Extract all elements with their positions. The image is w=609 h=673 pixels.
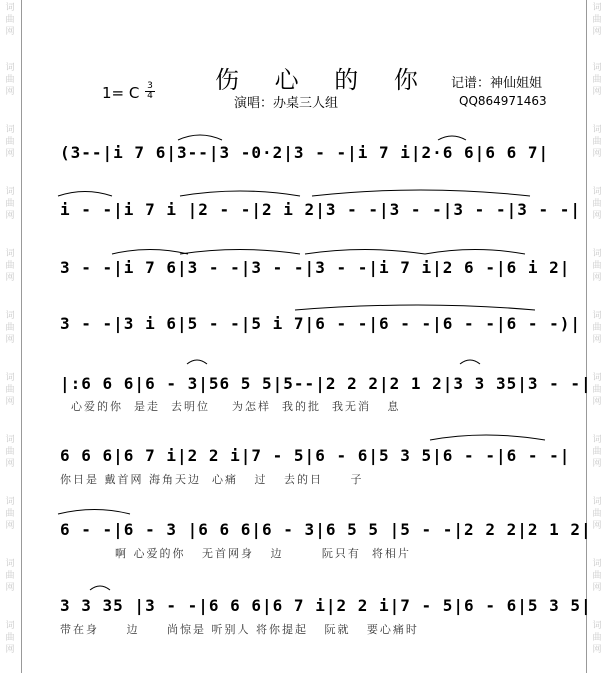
watermark-char: 曲 bbox=[5, 633, 15, 643]
watermark-char: 网 bbox=[592, 459, 602, 469]
watermark-char: 词 bbox=[592, 187, 602, 197]
watermark-char: 曲 bbox=[592, 385, 602, 395]
right-margin-line bbox=[586, 0, 587, 673]
watermark-char: 网 bbox=[592, 335, 602, 345]
watermark-char: 网 bbox=[592, 211, 602, 221]
watermark-block bbox=[3, 124, 17, 160]
watermark-block bbox=[590, 310, 604, 346]
watermark-char: 词 bbox=[592, 63, 602, 73]
contact-qq: QQ864971463 bbox=[459, 94, 547, 108]
watermark-block bbox=[590, 186, 604, 222]
watermark-char: 网 bbox=[5, 645, 15, 655]
time-signature-bottom: 4 bbox=[145, 91, 155, 101]
slur bbox=[438, 136, 466, 140]
watermark-char: 网 bbox=[5, 149, 15, 159]
watermark-char: 网 bbox=[5, 211, 15, 221]
key-signature: 1= C bbox=[102, 84, 140, 102]
watermark-block bbox=[590, 124, 604, 160]
lyrics-line-5: 心爱的你 是走 去明位 为怎样 我的批 我无消 息 bbox=[60, 400, 401, 413]
watermark-char: 曲 bbox=[5, 199, 15, 209]
slur bbox=[112, 250, 188, 255]
watermark-block bbox=[590, 620, 604, 656]
watermark-char: 网 bbox=[592, 583, 602, 593]
watermark-char: 词 bbox=[5, 125, 15, 135]
slur bbox=[187, 360, 207, 364]
watermark-char: 网 bbox=[592, 397, 602, 407]
watermark-block bbox=[590, 496, 604, 532]
watermark-char: 网 bbox=[5, 27, 15, 37]
slur bbox=[295, 305, 535, 310]
watermark-char: 网 bbox=[5, 521, 15, 531]
watermark-char: 词 bbox=[5, 187, 15, 197]
notation-line-4: 3 - -|3 i 6|5 - -|5 i 7|6 - -|6 - -|6 - -|6 - -)| bbox=[60, 314, 582, 333]
slur bbox=[460, 360, 480, 364]
watermark-char: 词 bbox=[5, 373, 15, 383]
watermark-block bbox=[3, 186, 17, 222]
watermark-char: 词 bbox=[5, 311, 15, 321]
watermark-char: 曲 bbox=[592, 447, 602, 457]
watermark-char: 曲 bbox=[592, 633, 602, 643]
watermark-char: 曲 bbox=[5, 447, 15, 457]
watermark-block bbox=[3, 248, 17, 284]
watermark-char: 词 bbox=[592, 249, 602, 259]
slur bbox=[90, 586, 110, 590]
watermark-char: 词 bbox=[5, 63, 15, 73]
watermark-block bbox=[3, 558, 17, 594]
watermark-char: 词 bbox=[592, 125, 602, 135]
left-margin-line bbox=[21, 0, 22, 673]
watermark-char: 网 bbox=[5, 459, 15, 469]
slur bbox=[58, 192, 112, 197]
watermark-char: 网 bbox=[592, 87, 602, 97]
watermark-char: 曲 bbox=[592, 509, 602, 519]
slur bbox=[180, 191, 300, 196]
watermark-block bbox=[3, 62, 17, 98]
notation-line-7: 6 - -|6 - 3 |6 6 6|6 - 3|6 5 5 |5 - -|2 2 2|2 1 2| bbox=[60, 520, 592, 539]
transcriber-credit: 记谱：神仙姐姐 bbox=[451, 76, 543, 91]
watermark-block bbox=[590, 62, 604, 98]
watermark-block bbox=[3, 620, 17, 656]
watermark-char: 曲 bbox=[5, 261, 15, 271]
watermark-char: 网 bbox=[5, 397, 15, 407]
watermark-char: 曲 bbox=[592, 571, 602, 581]
watermark-block bbox=[590, 2, 604, 38]
watermark-block bbox=[3, 372, 17, 408]
slur bbox=[430, 435, 545, 440]
watermark-char: 词 bbox=[592, 3, 602, 13]
watermark-char: 曲 bbox=[592, 137, 602, 147]
watermark-char: 词 bbox=[592, 373, 602, 383]
watermark-char: 网 bbox=[592, 273, 602, 283]
watermark-char: 曲 bbox=[5, 323, 15, 333]
watermark-char: 网 bbox=[5, 273, 15, 283]
time-signature-top: 3 bbox=[147, 81, 153, 91]
notation-line-8: 3 3 35 |3 - -|6 6 6|6 7 i|2 2 i|7 - 5|6 - 6|5 3 5| bbox=[60, 596, 592, 615]
watermark-block bbox=[590, 434, 604, 470]
watermark-char: 词 bbox=[5, 435, 15, 445]
time-signature bbox=[145, 82, 155, 101]
watermark-block bbox=[3, 2, 17, 38]
notation-line-1: (3--|i 7 6|3--|3 -0·2|3 - -|i 7 i|2·6 6|6 6 7| bbox=[60, 143, 550, 162]
watermark-char: 曲 bbox=[5, 571, 15, 581]
watermark-block bbox=[3, 434, 17, 470]
watermark-char: 词 bbox=[592, 311, 602, 321]
song-title: 伤 心 的 你 bbox=[215, 66, 432, 94]
watermark-block bbox=[3, 496, 17, 532]
watermark-char: 词 bbox=[5, 497, 15, 507]
watermark-char: 曲 bbox=[5, 509, 15, 519]
watermark-char: 网 bbox=[592, 521, 602, 531]
watermark-char: 词 bbox=[592, 435, 602, 445]
watermark-char: 曲 bbox=[592, 323, 602, 333]
watermark-char: 词 bbox=[592, 621, 602, 631]
notation-line-3: 3 - -|i 7 6|3 - -|3 - -|3 - -|i 7 i|2 6 -|6 i 2| bbox=[60, 258, 571, 277]
watermark-char: 曲 bbox=[592, 199, 602, 209]
watermark-char: 网 bbox=[592, 27, 602, 37]
watermark-char: 网 bbox=[5, 583, 15, 593]
notation-line-2: i - -|i 7 i |2 - -|2 i 2|3 - -|3 - -|3 - -|3 - -| bbox=[60, 200, 582, 219]
watermark-char: 曲 bbox=[5, 385, 15, 395]
slur bbox=[425, 250, 525, 255]
watermark-char: 网 bbox=[5, 87, 15, 97]
watermark-char: 曲 bbox=[592, 75, 602, 85]
watermark-char: 曲 bbox=[5, 15, 15, 25]
slur bbox=[58, 510, 130, 515]
watermark-char: 网 bbox=[592, 645, 602, 655]
watermark-char: 网 bbox=[5, 335, 15, 345]
notation-line-6: 6 6 6|6 7 i|2 2 i|7 - 5|6 - 6|5 3 5|6 - -|6 - -| bbox=[60, 446, 571, 465]
watermark-char: 曲 bbox=[5, 137, 15, 147]
watermark-char: 词 bbox=[5, 249, 15, 259]
lyrics-line-7: 啊 心爱的你 无首网身 边 阮只有 将相片 bbox=[60, 547, 411, 560]
watermark-char: 词 bbox=[592, 497, 602, 507]
watermark-block bbox=[590, 372, 604, 408]
watermark-char: 词 bbox=[592, 559, 602, 569]
watermark-char: 词 bbox=[5, 3, 15, 13]
slur bbox=[305, 250, 425, 255]
watermark-char: 曲 bbox=[592, 15, 602, 25]
watermark-char: 词 bbox=[5, 559, 15, 569]
slur bbox=[180, 250, 300, 255]
singer-credit: 演唱：办桌三人组 bbox=[234, 96, 339, 111]
slur bbox=[312, 190, 530, 196]
watermark-char: 曲 bbox=[592, 261, 602, 271]
notation-line-5: |:6 6 6|6 - 3|56 5 5|5--|2 2 2|2 1 2|3 3 35|3 - -| bbox=[60, 374, 592, 393]
lyrics-line-6: 你日是 戴首网 海角天边 心痛 过 去的日 子 bbox=[60, 473, 364, 486]
lyrics-line-8: 带在身 边 尚惊是 听别人 将你提起 阮就 要心痛时 bbox=[60, 623, 419, 636]
watermark-char: 词 bbox=[5, 621, 15, 631]
watermark-block bbox=[3, 310, 17, 346]
watermark-block bbox=[590, 558, 604, 594]
watermark-char: 曲 bbox=[5, 75, 15, 85]
watermark-char: 网 bbox=[592, 149, 602, 159]
slur bbox=[178, 135, 222, 140]
watermark-block bbox=[590, 248, 604, 284]
